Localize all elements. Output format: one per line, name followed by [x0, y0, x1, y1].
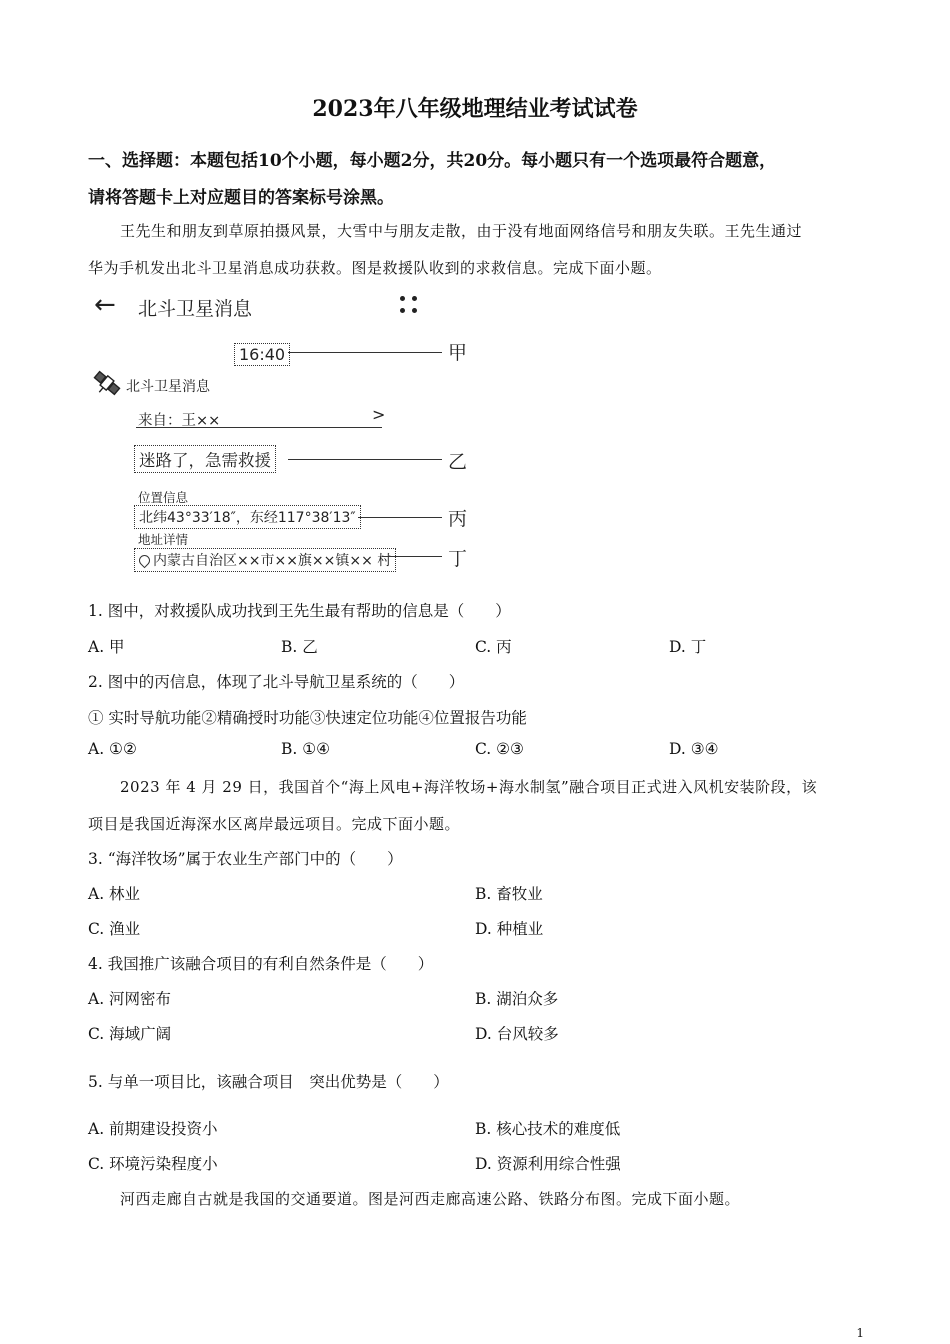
leader-line-bing: [358, 517, 442, 518]
menu-dots-icon: [398, 294, 420, 316]
q2-sub-items: ① 实时导航功能②精确授时功能③快速定位功能④位置报告功能: [88, 709, 527, 727]
location-box: 北纬43°33′18″，东经117°38′13″: [134, 505, 361, 529]
label-jia: 甲: [448, 342, 468, 364]
q3-option-a[interactable]: A. 林业: [88, 885, 141, 903]
q3-option-c[interactable]: C. 渔业: [88, 920, 141, 938]
intro1-line1: 王先生和朋友到草原拍摄风景，大雪中与朋友走散，由于没有地面网络信号和朋友失联。王先生通过: [120, 222, 803, 240]
back-arrow-icon: ←: [94, 290, 116, 320]
location-label: 位置信息: [138, 490, 189, 505]
q1-option-a[interactable]: A. 甲: [88, 638, 125, 656]
q3-stem: 3. “海洋牧场”属于农业生产部门中的（ ）: [88, 850, 403, 868]
intro3-line1: 河西走廊自古就是我国的交通要道。图是河西走廊高速公路、铁路分布图。完成下面小题。: [120, 1190, 741, 1208]
intro1-line2: 华为手机发出北斗卫星消息成功获救。图是救援队收到的求救信息。完成下面小题。: [88, 259, 662, 277]
q5-option-d[interactable]: D. 资源利用综合性强: [475, 1155, 621, 1173]
q2-option-d[interactable]: D. ③④: [669, 740, 719, 758]
leader-line-ding: [382, 556, 442, 557]
beidou-message-figure: [88, 286, 488, 586]
label-bing: 丙: [448, 508, 468, 530]
address-text: 内蒙古自治区××市××旗××镇×× 村: [153, 553, 392, 569]
q5-option-c[interactable]: C. 环境污染程度小: [88, 1155, 218, 1173]
satellite-icon: [92, 368, 122, 398]
label-ding: 丁: [448, 548, 468, 570]
leader-line-jia: [288, 352, 442, 353]
q1-option-d[interactable]: D. 丁: [669, 638, 707, 656]
message-text-box: 迷路了，急需救援: [134, 445, 276, 473]
intro2-line1: 2023 年 4 月 29 日，我国首个“海上风电+海洋牧场+海水制氢”融合项目正式进入风机安装阶段，该: [120, 778, 818, 796]
section-heading-line2: 请将答题卡上对应题目的答案标号涂黑。: [88, 188, 394, 208]
address-label: 地址详情: [138, 532, 189, 547]
section-heading-line1: 一、选择题：本题包括10个小题，每小题2分，共20分。每小题只有一个选项最符合题意，: [88, 151, 777, 171]
page-number: 1: [856, 1326, 864, 1340]
location-pin-icon: [137, 553, 153, 569]
leader-line-yi: [288, 459, 442, 460]
q1-option-b[interactable]: B. 乙: [281, 638, 318, 656]
q5-option-a[interactable]: A. 前期建设投资小: [88, 1120, 218, 1138]
intro2-line2: 项目是我国近海深水区离岸最远项目。完成下面小题。: [88, 815, 461, 833]
q1-stem: 1. 图中，对救援队成功找到王先生最有帮助的信息是（ ）: [88, 602, 511, 620]
q4-option-a[interactable]: A. 河网密布: [88, 990, 172, 1008]
q2-option-b[interactable]: B. ①④: [281, 740, 331, 758]
q2-stem: 2. 图中的丙信息，体现了北斗导航卫星系统的（ ）: [88, 673, 465, 691]
q4-stem: 4. 我国推广该融合项目的有利自然条件是（ ）: [88, 955, 434, 973]
address-box: [134, 548, 396, 572]
exam-title: 2023年八年级地理结业考试试卷: [312, 96, 638, 122]
q3-option-b[interactable]: B. 畜牧业: [475, 885, 543, 903]
q1-option-c[interactable]: C. 丙: [475, 638, 512, 656]
q2-option-a[interactable]: A. ①②: [88, 740, 137, 758]
q3-option-d[interactable]: D. 种植业: [475, 920, 544, 938]
sender-chevron-icon: >: [372, 405, 386, 424]
sender-label: 来自：王××: [138, 413, 221, 429]
sender-underline: [136, 427, 382, 428]
q5-option-b[interactable]: B. 核心技术的难度低: [475, 1120, 621, 1138]
q5-stem: 5. 与单一项目比，该融合项目 突出优势是（ ）: [88, 1073, 449, 1091]
q4-option-b[interactable]: B. 湖泊众多: [475, 990, 559, 1008]
label-yi: 乙: [448, 451, 468, 473]
time-box: 16:40: [234, 343, 290, 366]
q2-option-c[interactable]: C. ②③: [475, 740, 524, 758]
figure-header-title: 北斗卫星消息: [138, 298, 253, 320]
message-card-title: 北斗卫星消息: [126, 379, 210, 395]
q4-option-c[interactable]: C. 海域广阔: [88, 1025, 172, 1043]
q4-option-d[interactable]: D. 台风较多: [475, 1025, 559, 1043]
